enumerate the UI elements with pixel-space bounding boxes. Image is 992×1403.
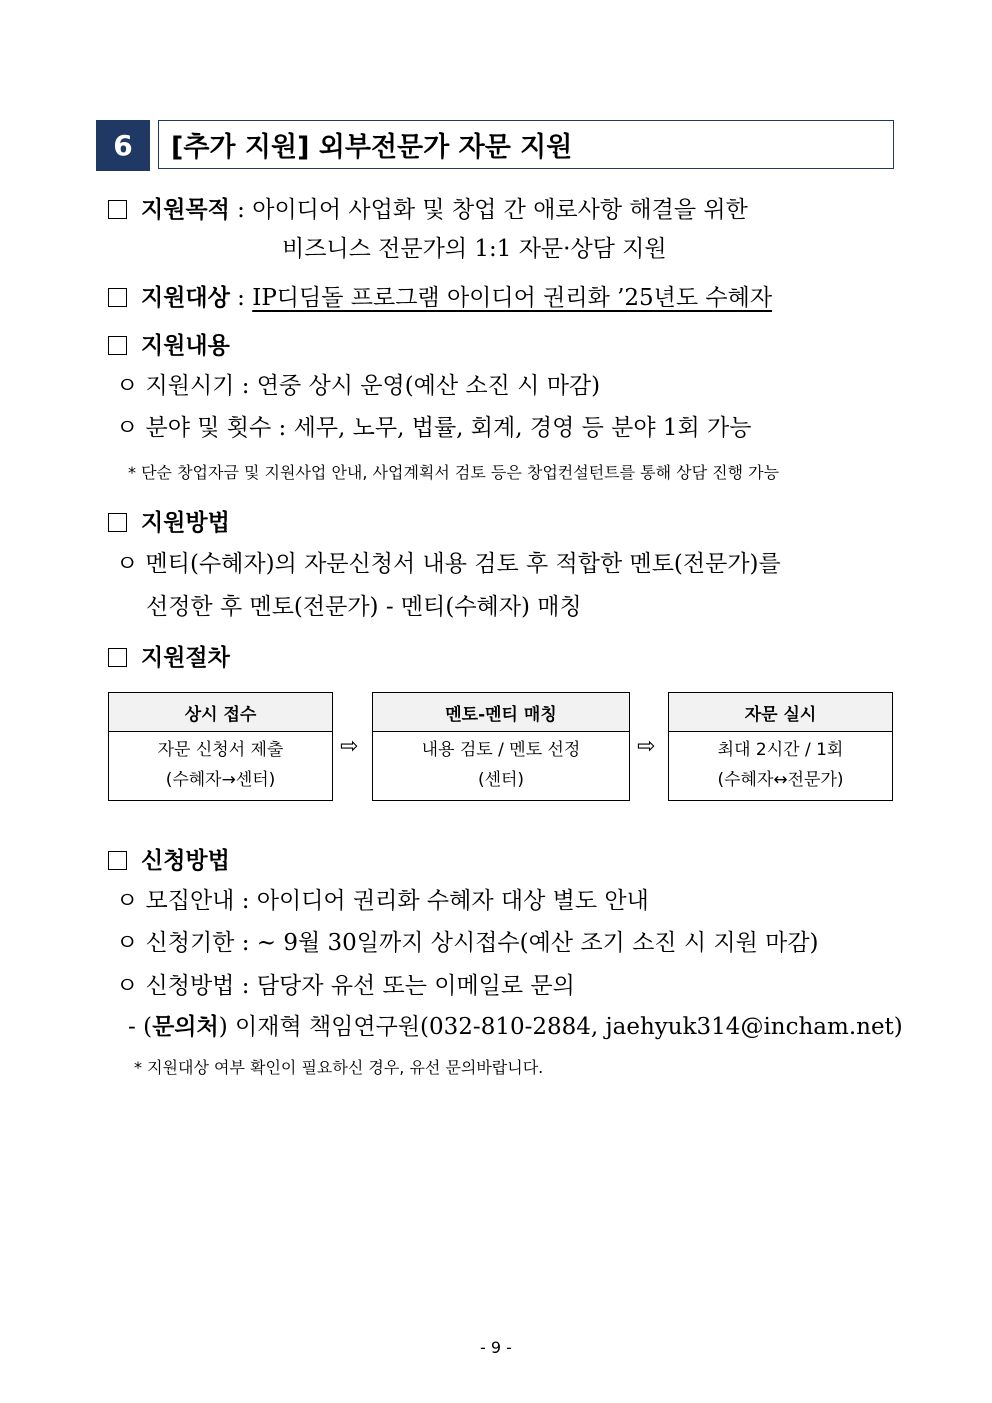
method-heading [108,510,230,538]
method-line-2: 선정한 후 멘토(전문가) - 멘티(수혜자) 매칭 [146,594,582,620]
section-number: 6 [96,120,150,171]
contact-line [128,1014,903,1042]
content-heading [108,333,230,361]
step-title: 자문 실시 [669,693,892,732]
step-desc: 자문 신청서 제출 [157,740,284,760]
procedure-heading [108,645,230,673]
content-item-1: ㅇ 지원시기 : 연중 상시 운영(예산 소진 시 마감) [116,373,601,399]
step-desc: 최대 2시간 / 1회 [717,740,844,760]
contact-prefix: - ( [128,1014,153,1040]
purpose-text-1: 아이디어 사업화 및 창업 간 애로사항 해결을 위한 [252,197,748,223]
target-line [108,285,772,313]
target-label: 지원대상 [141,285,230,311]
apply-item-1: ㅇ 모집안내 : 아이디어 권리화 수혜자 대상 별도 안내 [116,888,649,914]
checkbox-icon [108,648,127,667]
checkbox-icon [108,513,127,532]
purpose-text-2: 비즈니스 전문가의 1:1 자문·상담 지원 [282,236,667,262]
checkbox-icon [108,336,127,355]
target-sep: : [229,285,253,311]
checkbox-icon [108,851,127,870]
step-desc: 내용 검토 / 멘토 선정 [421,740,581,760]
target-text: IP디딤돌 프로그램 아이디어 권리화 ’25년도 수혜자 [252,285,773,311]
step-title: 상시 접수 [109,693,332,732]
purpose-sep: : [229,197,253,223]
method-label: 지원방법 [141,510,230,536]
step-actor: (수혜자→센터) [165,770,276,790]
step-actor: (수혜자↔전문가) [717,770,844,790]
apply-heading [108,848,230,876]
step-title: 멘토-멘티 매칭 [373,693,629,732]
apply-note: * 지원대상 여부 확인이 필요하신 경우, 유선 문의바랍니다. [134,1058,544,1077]
arrow-right-icon: ⇨ [340,734,359,759]
contact-label: 문의처 [152,1014,219,1040]
apply-item-2: ㅇ 신청기한 : ~ 9월 30일까지 상시접수(예산 조기 소진 시 지원 마감) [116,930,819,956]
procedure-step-2 [372,692,630,801]
purpose-line [108,197,748,225]
purpose-label: 지원목적 [141,197,230,223]
contact-text: ) 이재혁 책임연구원(032-810-2884, jaehyuk314@incham.net) [218,1014,903,1040]
section-title: [추가 지원] 외부전문가 자문 지원 [158,120,894,169]
procedure-step-3 [668,692,893,801]
content-item-2: ㅇ 분야 및 횟수 : 세무, 노무, 법률, 회계, 경영 등 분야 1회 가능 [116,415,752,441]
procedure-label: 지원절차 [141,645,230,671]
checkbox-icon [108,200,127,219]
content-note: * 단순 창업자금 및 지원사업 안내, 사업계획서 검토 등은 창업컨설턴트를 통해 상담 진행 가능 [128,463,780,482]
content-label: 지원내용 [141,333,230,359]
checkbox-icon [108,288,127,307]
arrow-right-icon: ⇨ [637,734,656,759]
apply-item-3: ㅇ 신청방법 : 담당자 유선 또는 이메일로 문의 [116,973,575,999]
procedure-step-1 [108,692,333,801]
page-number: - 9 - [480,1338,512,1357]
method-line-1: ㅇ 멘티(수혜자)의 자문신청서 내용 검토 후 적합한 멘토(전문가)를 [116,551,781,577]
step-actor: (센터) [477,770,525,790]
apply-label: 신청방법 [141,848,230,874]
